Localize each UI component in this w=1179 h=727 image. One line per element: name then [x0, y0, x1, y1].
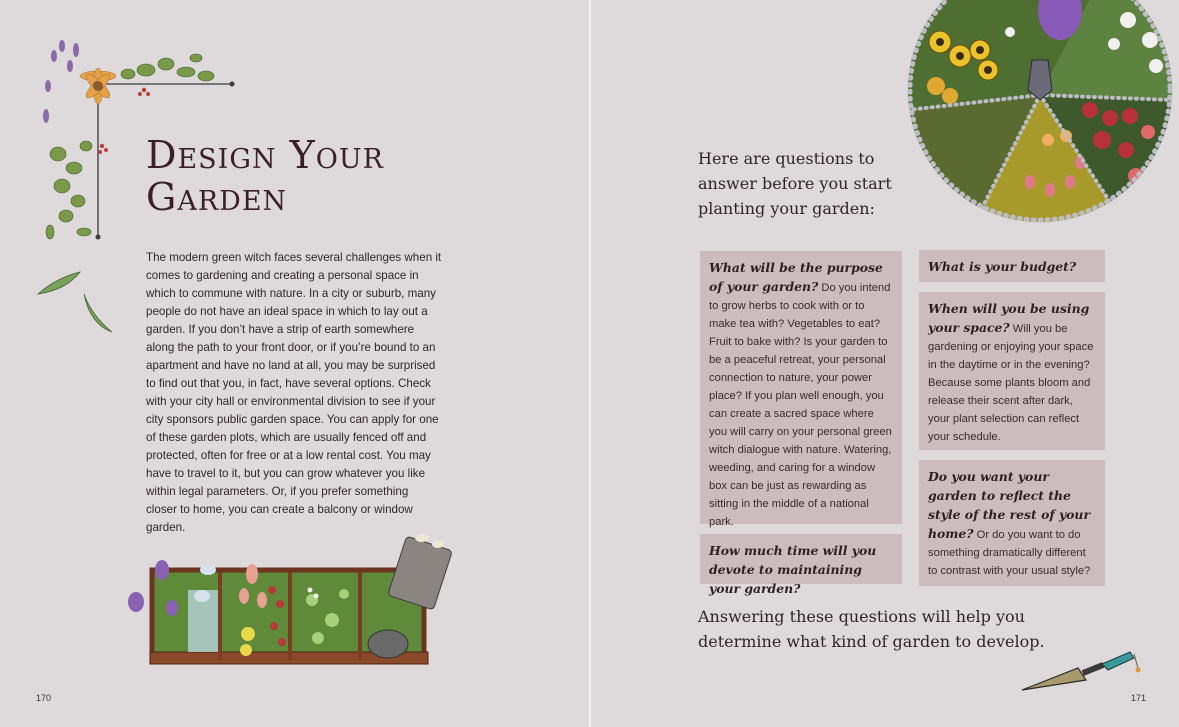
card-answer: Will you be gardening or enjoying your space in the daytime or in the evening? Because some plants bloom and release their scent after dark, your plant selection can reflect your schedule. — [928, 323, 1094, 443]
card-question: What will be the purpose of your garden? — [709, 260, 883, 294]
card-question: When will you be using your space? — [928, 301, 1090, 335]
question-card-purpose — [700, 251, 902, 528]
page-number-left: 170 — [36, 693, 52, 703]
outro-text: Answering these questions will help you determine what kind of garden to develop. — [698, 607, 1045, 651]
body-paragraph: The modern green witch faces several challenges when it comes to gardening and creating a personal space in which to commune with nature. In a city or suburb, many people do not have an ideal space in which to lay out a garden. If you don’t have a strip of earth somewhere along the path to your front door, or if you’re bound to an apartment and have no land at all, you may be surprised to find out that you, in fact, have several options. Check with your city hall or environmental division to see if your city sponsors public garden space. You can apply for one of these garden plots, which are usually fenced off and protected, often for free or at a low rental cost. You may have to travel to it, but you can grow whatever you like within legal parameters. Or, if you prefer something closer to home, you can create a balcony or window garden. — [146, 251, 442, 534]
title-line-1: Design Your — [146, 133, 384, 177]
window-box-garden-icon — [122, 530, 467, 672]
card-question: How much time will you devote to maintaining your garden? — [709, 543, 877, 596]
card-answer: Or do you want to do something dramatically different to contrast with your usual style? — [928, 529, 1091, 577]
left-page — [0, 0, 589, 727]
trowel-icon — [1018, 646, 1148, 696]
card-question: Do you want your garden to reflect the style of the rest of your home? — [928, 469, 1090, 541]
intro-text: Here are questions to answer before you start planting your garden: — [698, 149, 892, 218]
question-card-style — [919, 460, 1105, 586]
page-title — [146, 134, 384, 218]
question-card-time — [700, 534, 902, 596]
title-line-2: Garden — [146, 175, 288, 219]
card-question: What is your budget? — [928, 259, 1077, 274]
page-number-right: 171 — [1131, 693, 1147, 703]
question-card-budget — [919, 250, 1105, 282]
falling-leaves-icon — [36, 268, 116, 338]
question-card-when — [919, 292, 1105, 450]
circular-garden-icon — [900, 0, 1179, 230]
card-answer: Do you intend to grow herbs to cook with or to make tea with? Vegetables to eat? Fruit to bake with? Is your garden to be a peaceful retreat, your personal connection to nature, your power place? If you plan well enough, you can create a sacred space where you will carry on your personal green witch dialogue with nature. Watering, weeding, and caring for a window box can be just as rewarding as sitting in the middle of a national park. — [709, 282, 892, 528]
